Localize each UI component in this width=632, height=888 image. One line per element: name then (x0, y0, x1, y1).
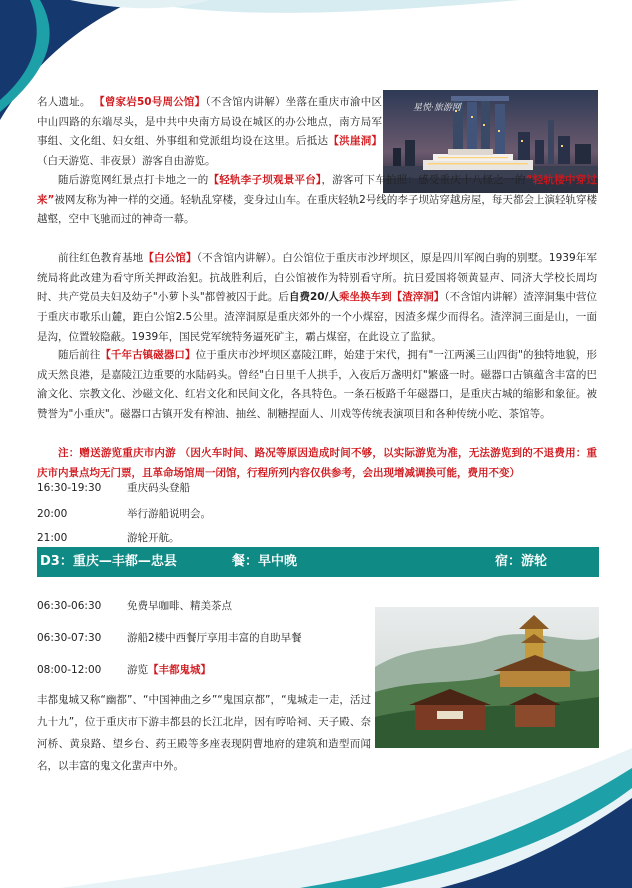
p4-text-c: 位于重庆市沙坪坝区嘉陵江畔，始建于宋代，拥有"一江两溪三山四街"的独特地貌，形成天然良港，是嘉陵江边重要的水陆码头。曾经"白日里千人拱手，入夜后万盏明灯"繁盛一时。磁器口古镇蕴含丰富的巴渝文化、宗教文化、沙磁文化、红岩文化和民间文化，各具特色。一条石板路千年磁器口，是重庆古城的缩影和象征。被赞誉为"小重庆"。磁器口古镇开发有榨油、抽丝、制糖捏面人、川戏等传统表演项目和各种传统小吃、茶馆等。 (37, 349, 597, 421)
baigongguan-highlight: 【白公馆】 (143, 252, 197, 264)
schedule-text: 免费早咖啡、精美茶点 (127, 600, 232, 612)
schedule-row (37, 599, 232, 613)
day-route: D3：重庆—丰都—忠县 (40, 554, 177, 569)
schedule-text: 重庆码头登船 (127, 482, 190, 494)
light-rail-quote-highlight: “轻轨楼中穿过来” (37, 174, 598, 206)
day3-banner (37, 547, 599, 577)
paragraph-ciqikou (37, 346, 597, 425)
day-meals: 餐：早中晚 (232, 554, 298, 569)
p2-text-e: 被网友称为神一样的交通。轻轨乱穿楼，变身过山车。在重庆轻轨2号线的李子坝站穿越房屋，每天都会上演轻轨穿楼越壑，空中飞驰而过的神奇一幕。 (37, 193, 597, 226)
schedule-time: 20:00 (37, 508, 68, 520)
self-pay-fee: 自费20/人 (288, 291, 340, 304)
schedule-text: 游览 (127, 664, 148, 676)
ciqikou-highlight: 【千年古镇磁器口】 (100, 349, 196, 361)
p3-text-c: （不含馆内讲解）。白公馆位于重庆市沙坪坝区，原是四川军阀白驹的别墅。1939年军统局将此改建为看守所关押政治犯。抗战胜利后，白公馆被作为特别看守所。抗日爱国将领黄显声、同济大学校长周均时、共产党员夫妇及幼子"小萝卜头"都曾被囚于此。后 (37, 252, 597, 304)
p1-text-c: （不含馆内讲解）坐落在重庆市渝中区中山四路的东端尽头，是中共中央南方局设在城区的办公地点，南方局军事组、文化组、妇女组、外事组和党派组均设在这里。后抵达 (37, 96, 382, 148)
schedule-row (37, 531, 180, 545)
itinerary-note: 注：赠送游览重庆市内游 （因火车时间、路况等原因造成时间不够，以实际游览为准，无法游览到的不退费用：重庆市内景点均无门票，且革命场馆周一闭馆，行程所列内容仅供参考，会出现增减调换可能，费用不变） (37, 447, 597, 479)
schedule-time: 06:30-06:30 (37, 600, 102, 612)
day-accommodation: 宿：游轮 (495, 554, 548, 569)
p3-text-g: （不含馆内讲解）渣滓洞集中营位于重庆市歌乐山麓，距白公馆2.5公里。渣滓洞原是重庆郊外的一个小煤窑，因渣多煤少而得名。渣滓洞三面是山，一面是沟，位置较隐蔽。1939年，国民党军统特务逼死矿主，霸占煤窑，在此设立了监狱。 (37, 291, 598, 343)
schedule-text: 举行游船说明会。 (127, 508, 211, 520)
zhougongguan-highlight: 【曾家岩50号周公馆】 (94, 96, 206, 108)
transfer-note: 乘坐换车到 (339, 291, 392, 304)
paragraph-zhou-gongguan (37, 93, 382, 172)
fengdu-ghost-city-photo (375, 607, 599, 748)
schedule-text: 游船2楼中西餐厅享用丰富的自助早餐 (127, 632, 302, 644)
p3-text-a: 前往红色教育基地 (58, 252, 144, 264)
fengdu-temple-image (375, 607, 599, 748)
p1-text-a: 名人遗址。 (37, 96, 95, 108)
p2-text-c: ，游客可下车拍照：感受重庆十八怪之一的 (321, 174, 526, 186)
schedule-row (37, 631, 302, 645)
schedule-time: 16:30-19:30 (37, 482, 102, 494)
paragraph-liziba (37, 171, 597, 230)
schedule-time: 21:00 (37, 532, 68, 544)
p4-text-a: 随后前往 (58, 349, 101, 361)
schedule-time: 08:00-12:00 (37, 664, 102, 676)
schedule-row (37, 481, 190, 495)
schedule-row (37, 663, 211, 677)
p2-text-a: 随后游览网红景点打卡地之一的 (58, 174, 209, 186)
zhazidong-highlight: 【渣滓洞】 (391, 291, 445, 304)
photo-watermark: 星悦·旅游网 (413, 103, 461, 113)
fengdu-highlight: 【丰都鬼城】 (148, 664, 211, 676)
hongyadong-highlight: 【洪崖洞】 (328, 135, 383, 148)
paragraph-baigongguan (37, 249, 597, 348)
schedule-time: 06:30-07:30 (37, 632, 102, 644)
paragraph-fengdu: 丰都鬼城又称“幽都”、“中国神曲之乡”“鬼国京都”，“鬼城走一走，活过九十九”，位于重庆市下游丰都县的长江北岸，因有哼哈祠、天子殿、奈河桥、黄泉路、望乡台、药王殿等多座表现阴曹地府的建筑和造型而闻名，以丰富的鬼文化蜚声中外。 (37, 694, 371, 772)
liziba-highlight: 【轻轨李子坝观景平台】 (208, 174, 322, 186)
schedule-text: 游轮开航。 (127, 532, 180, 544)
p1-text-e: （白天游览、非夜景）游客自由游览。 (37, 155, 216, 168)
schedule-row (37, 507, 211, 521)
